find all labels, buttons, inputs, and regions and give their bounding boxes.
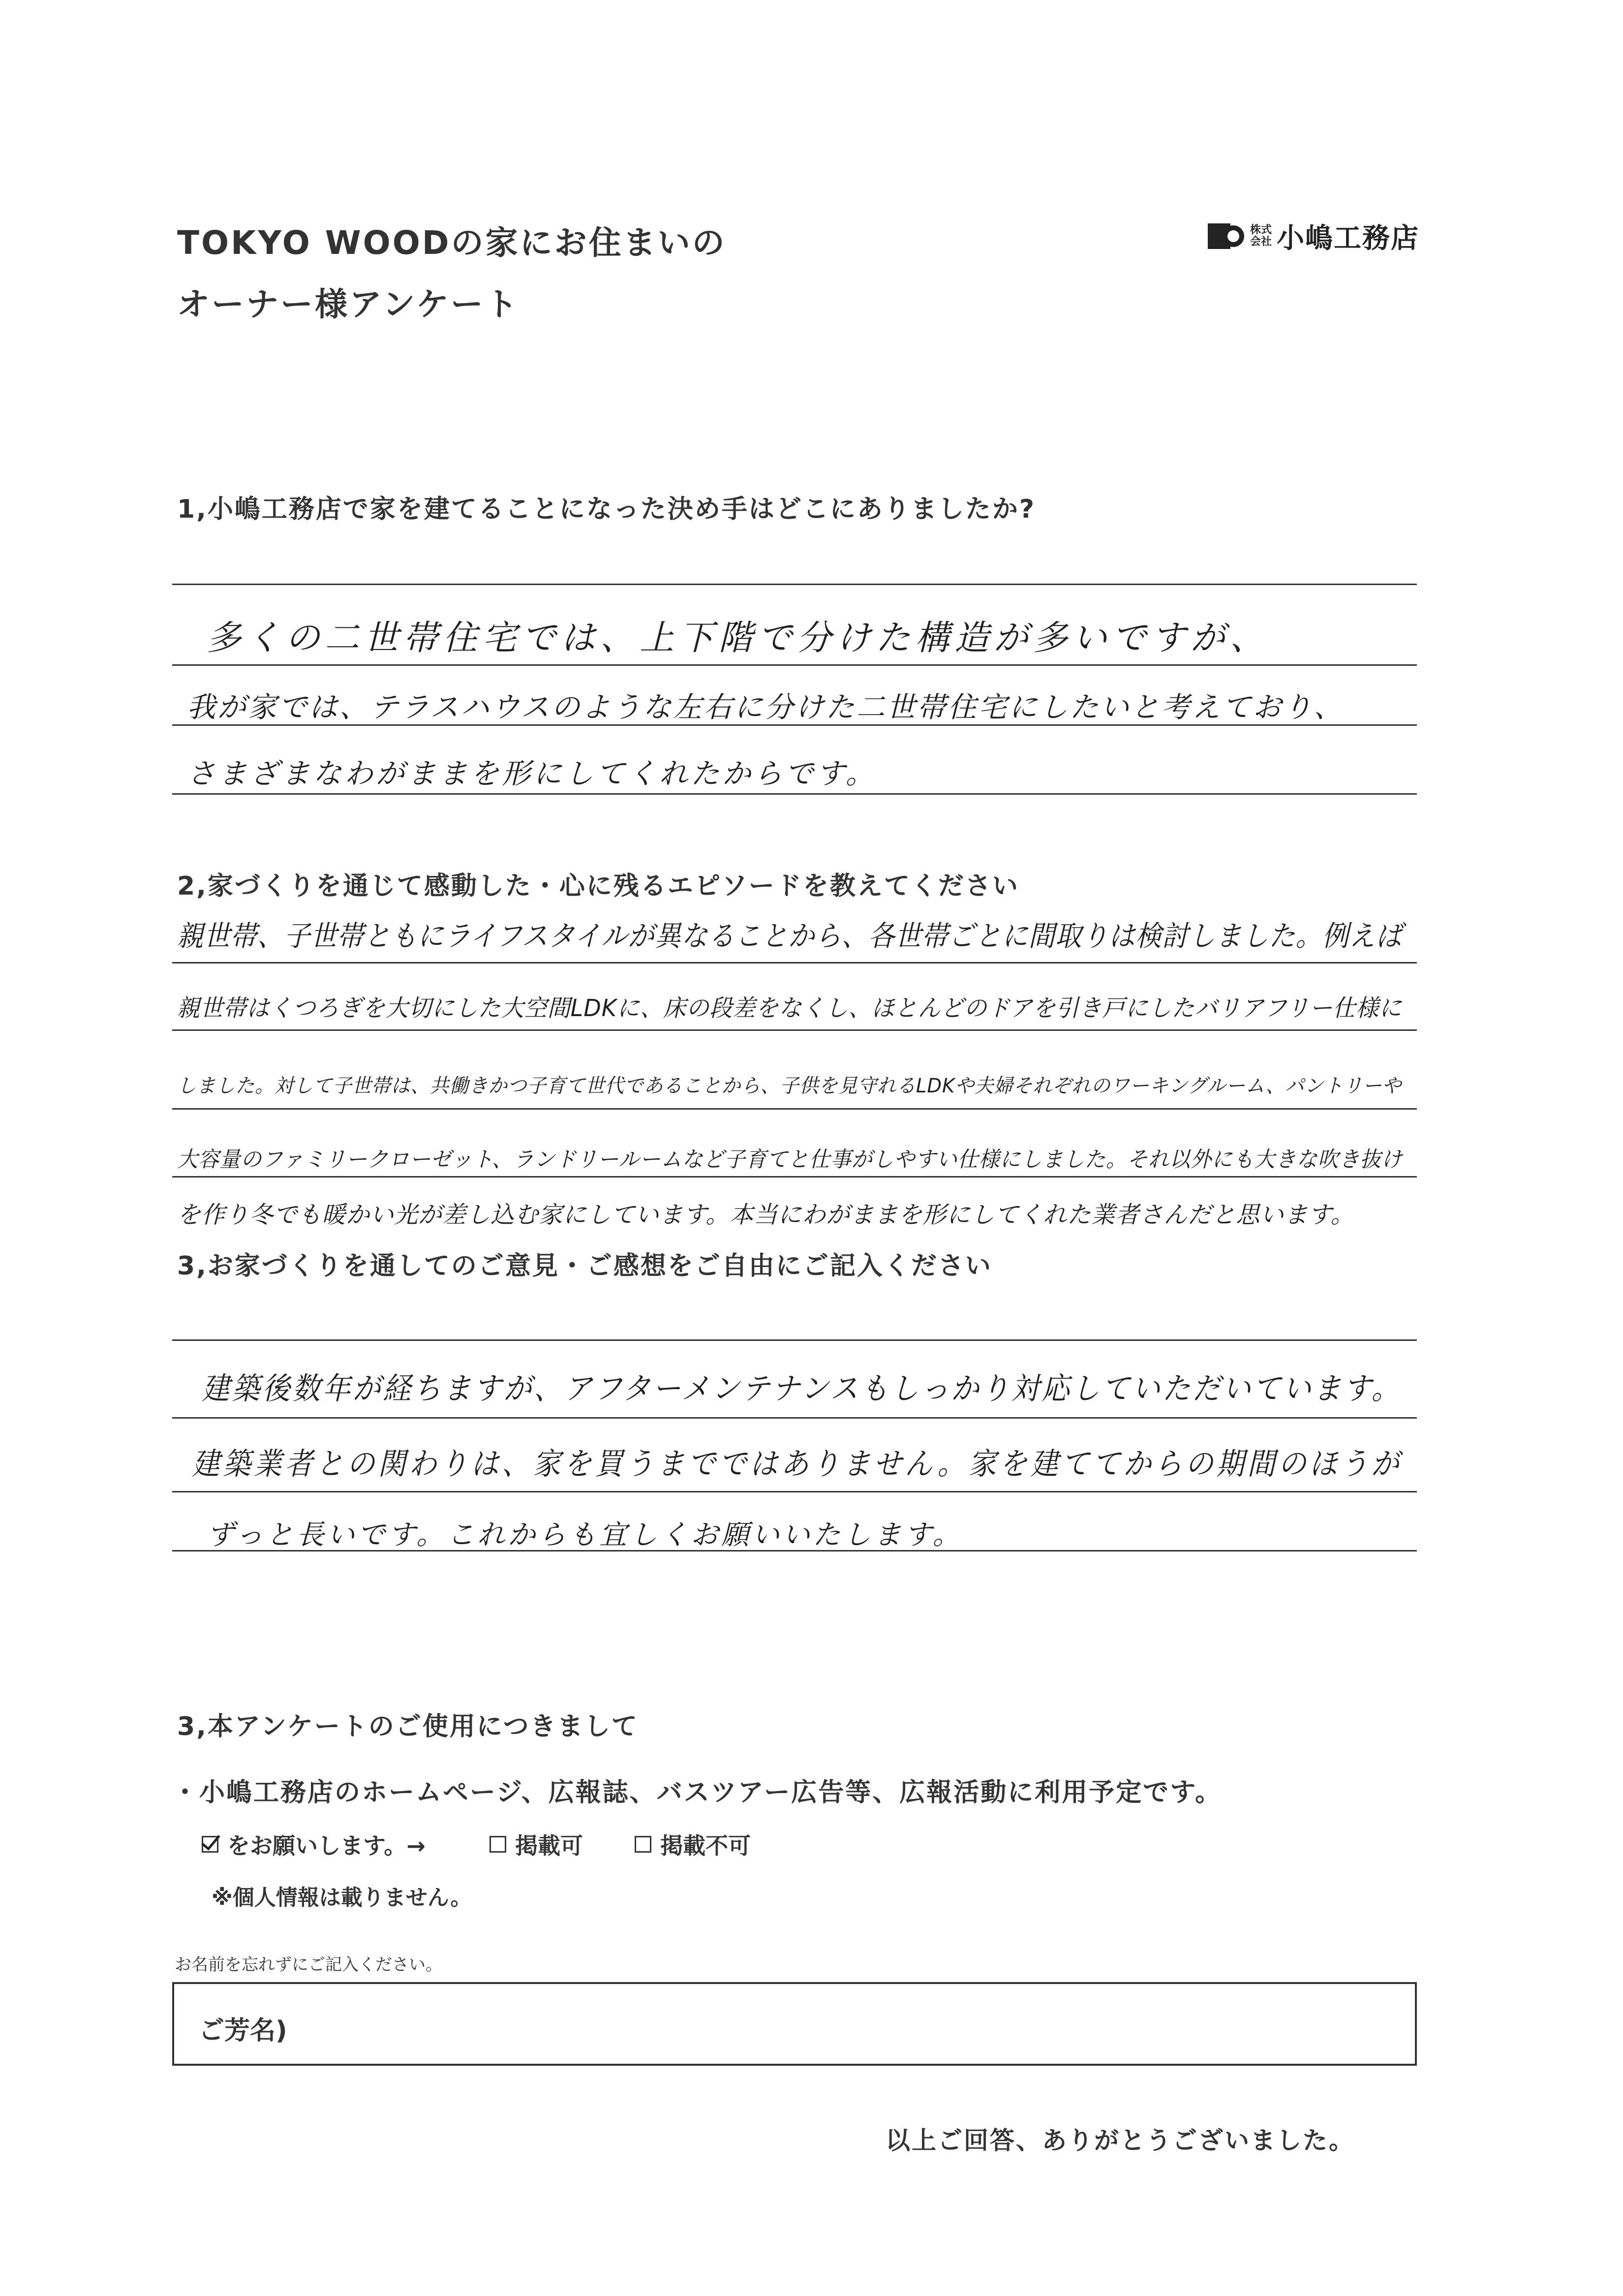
q2-answer-line-3: しました。対して子世帯は、共働きかつ子育て世代であることから、子供を見守れるLDKや夫婦それぞれのワーキングルーム、パントリーや xyxy=(177,1075,1402,1097)
consent-instruction-text: をお願いします。→ xyxy=(227,1832,426,1859)
privacy-note: ※個人情報は載りません。 xyxy=(212,1885,472,1910)
allow-checkbox[interactable] xyxy=(490,1836,506,1853)
q2-answer-line-2: 親世帯はくつろぎを大切にした大空間LDKに、床の段差をなくし、ほとんどのドアを引き戸にしたバリアフリー仕様に xyxy=(177,994,1403,1022)
question-1: 1,小嶋工務店で家を建てることになった決め手はどこにありましたか? xyxy=(177,495,1036,524)
answer-rule xyxy=(172,1108,1417,1110)
answer-rule xyxy=(172,962,1417,963)
name-label: ご芳名) xyxy=(199,2016,287,2046)
closing-message: 以上ご回答、ありがとうございました。 xyxy=(886,2126,1355,2155)
q3-answer-line-1: 建築後数年が経ちますが、アフターメンテナンスもしっかり対応していただいています。 xyxy=(202,1370,1402,1406)
option-allow-label: 掲載可 xyxy=(515,1832,583,1859)
answer-rule xyxy=(172,1176,1417,1178)
sample-checkbox-icon xyxy=(202,1836,218,1853)
name-field[interactable] xyxy=(172,1982,1417,2066)
deny-checkbox[interactable] xyxy=(635,1836,651,1853)
name-reminder: お名前を忘れずにご記入ください。 xyxy=(175,1955,442,1975)
option-deny-label: 掲載不可 xyxy=(660,1832,751,1859)
usage-bullet: ・小嶋工務店のホームページ、広報誌、バスツアー広告等、広報活動に利用予定です。 xyxy=(172,1778,1223,1807)
consent-instruction xyxy=(202,1828,426,1861)
survey-title-line2: オーナー様アンケート xyxy=(177,285,520,323)
option-allow[interactable] xyxy=(490,1828,583,1861)
q3-answer-line-2: 建築業者との関わりは、家を買うまでではありません。家を建ててからの期間のほうが xyxy=(192,1446,1403,1482)
answer-rule xyxy=(172,1417,1417,1419)
q2-answer-line-5: を作り冬でも暖かい光が差し込む家にしています。本当にわがままを形にしてくれた業者さんだと思います。 xyxy=(177,1201,1355,1229)
answer-rule xyxy=(172,1339,1417,1341)
company-mark-icon xyxy=(1208,223,1246,249)
company-prefix: 株式会社 xyxy=(1250,224,1272,248)
option-deny[interactable] xyxy=(635,1828,751,1861)
question-2: 2,家づくりを通じて感動した・心に残るエピソードを教えてください xyxy=(177,871,1019,901)
usage-heading: 3,本アンケートのご使用につきまして xyxy=(177,1712,639,1741)
survey-title-line1: TOKYO WOODの家にお住まいの xyxy=(177,224,727,262)
q3-answer-line-3: ずっと長いです。これからも宜しくお願いいたします。 xyxy=(207,1519,963,1551)
answer-rule xyxy=(172,724,1417,726)
answer-rule xyxy=(172,1029,1417,1031)
answer-rule xyxy=(172,1550,1417,1551)
company-logo xyxy=(1208,219,1419,253)
answer-rule xyxy=(172,1491,1417,1492)
q1-answer-line-3: さまざまなわがままを形にしてくれたからです。 xyxy=(187,757,877,790)
q1-answer-line-1: 多くの二世帯住宅では、上下階で分けた構造が多いですが、 xyxy=(207,618,1269,658)
question-3: 3,お家づくりを通してのご意見・ご感想をご自由にご記入ください xyxy=(177,1251,992,1281)
company-name: 小嶋工務店 xyxy=(1277,222,1419,254)
answer-rule xyxy=(172,793,1417,795)
q2-answer-line-1: 親世帯、子世帯ともにライフスタイルが異なることから、各世帯ごとに間取りは検討しました。例えば xyxy=(177,919,1403,953)
answer-rule xyxy=(172,584,1417,585)
q1-answer-line-2: 我が家では、テラスハウスのような左右に分けた二世帯住宅にしたいと考えており、 xyxy=(187,690,1345,724)
answer-rule xyxy=(172,664,1417,666)
q2-answer-line-4: 大容量のファミリークローゼット、ランドリールームなど子育てと仕事がしやすい仕様にしました。それ以外にも大きな吹き抜け xyxy=(177,1147,1403,1172)
